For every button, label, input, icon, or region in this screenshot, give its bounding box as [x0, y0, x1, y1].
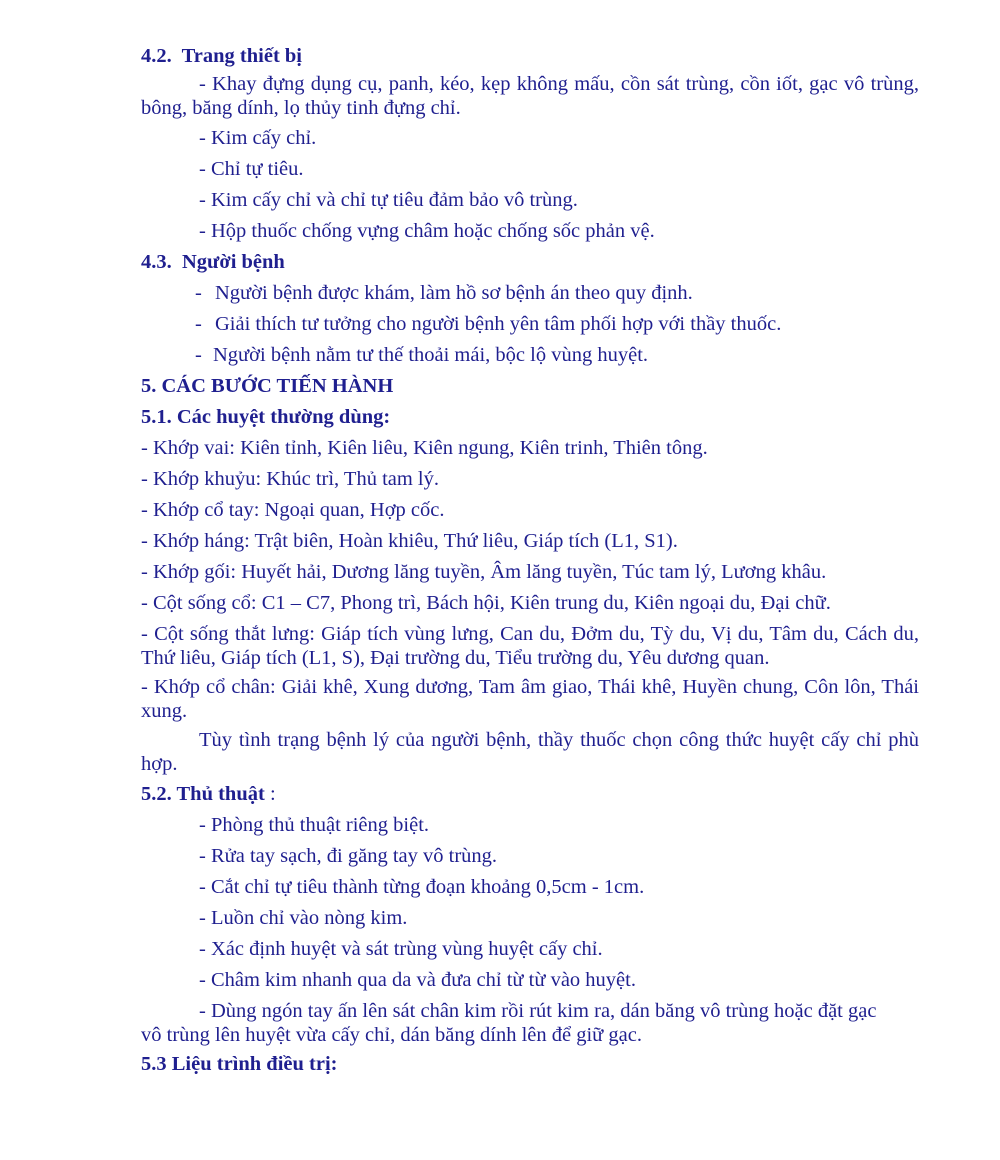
heading-4-3-number: 4.3. — [141, 251, 172, 273]
acupoint-item-wrist: - Khớp cổ tay: Ngoại quan, Hợp cốc. — [141, 499, 445, 521]
heading-5-2-title: 5.2. Thủ thuật — [141, 783, 265, 805]
acupoint-item-shoulder: - Khớp vai: Kiên tỉnh, Kiên liêu, Kiên ngung, Kiên trinh, Thiên tông. — [141, 437, 708, 459]
patient-item-2: - Giải thích tư tưởng cho người bệnh yên tâm phối hợp với thầy thuốc. — [195, 313, 782, 335]
heading-5-3: 5.3 Liệu trình điều trị: — [141, 1053, 338, 1075]
heading-4-3-title: Người bệnh — [182, 251, 285, 273]
acupoint-item-ankle: - Khớp cổ chân: Giải khê, Xung dương, Tam âm giao, Thái khê, Huyền chung, Côn lôn, Thái xung. — [141, 676, 919, 722]
procedure-step-6: - Châm kim nhanh qua da và đưa chỉ từ từ vào huyệt. — [199, 969, 636, 991]
heading-4-3 — [141, 250, 919, 274]
equipment-item-3: - Chỉ tự tiêu. — [199, 158, 304, 180]
patient-item-3: - Người bệnh nằm tư thế thoải mái, bộc lộ vùng huyệt. — [195, 344, 649, 366]
procedure-step-7: - Dùng ngón tay ấn lên sát chân kim rồi rút kim ra, dán băng vô trùng hoặc đặt gạc vô trùng lên huyệt vừa cấy chỉ, dán băng dính lên để giữ gạc. — [141, 1000, 877, 1046]
heading-4-2-number: 4.2. — [141, 45, 172, 67]
acupoint-item-cervical: - Cột sống cổ: C1 – C7, Phong trì, Bách hội, Kiên trung du, Kiên ngoại du, Đại chữ. — [141, 592, 831, 614]
acupoint-item-hip: - Khớp háng: Trật biên, Hoàn khiêu, Thứ liêu, Giáp tích (L1, S1). — [141, 530, 678, 552]
heading-4-2 — [141, 44, 919, 68]
patient-item-1: - Người bệnh được khám, làm hồ sơ bệnh án theo quy định. — [195, 282, 693, 304]
equipment-item-4: - Kim cấy chỉ và chỉ tự tiêu đảm bảo vô trùng. — [199, 189, 578, 211]
heading-5-2-suffix: : — [264, 783, 276, 805]
equipment-item-5: - Hộp thuốc chống vựng châm hoặc chống sốc phản vệ. — [199, 220, 655, 242]
equipment-item-2: - Kim cấy chỉ. — [199, 127, 317, 149]
procedure-step-1: - Phòng thủ thuật riêng biệt. — [199, 814, 430, 836]
equipment-item-1: - Khay đựng dụng cụ, panh, kéo, kẹp không mấu, cồn sát trùng, cồn iốt, gạc vô trùng, bông, băng dính, lọ thủy tinh đựng chỉ. — [141, 73, 919, 119]
procedure-step-2: - Rửa tay sạch, đi găng tay vô trùng. — [199, 845, 498, 867]
heading-5-2 — [141, 782, 919, 806]
heading-5-1: 5.1. Các huyệt thường dùng: — [141, 406, 391, 428]
acupoint-item-elbow: - Khớp khuỷu: Khúc trì, Thủ tam lý. — [141, 468, 440, 490]
procedure-step-4: - Luồn chỉ vào nòng kim. — [199, 907, 408, 929]
acupoint-item-lumbar: - Cột sống thắt lưng: Giáp tích vùng lưng, Can du, Đởm du, Tỳ du, Vị du, Tâm du, Cách du, Thứ liêu, Giáp tích (L1, S), Đại trường du, Tiểu trường du, Yêu dương quan. — [141, 623, 919, 669]
document-page — [141, 44, 919, 1083]
acupoint-selection-note: Tùy tình trạng bệnh lý của người bệnh, thầy thuốc chọn công thức huyệt cấy chỉ phù hợp. — [141, 729, 919, 775]
heading-5: 5. CÁC BƯỚC TIẾN HÀNH — [141, 375, 394, 397]
procedure-step-3: - Cắt chỉ tự tiêu thành từng đoạn khoảng 0,5cm - 1cm. — [199, 876, 645, 898]
procedure-step-5: - Xác định huyệt và sát trùng vùng huyệt cấy chỉ. — [199, 938, 603, 960]
acupoint-item-knee: - Khớp gối: Huyết hải, Dương lăng tuyền, Âm lăng tuyền, Túc tam lý, Lương khâu. — [141, 561, 827, 583]
heading-4-2-title: Trang thiết bị — [181, 45, 302, 67]
